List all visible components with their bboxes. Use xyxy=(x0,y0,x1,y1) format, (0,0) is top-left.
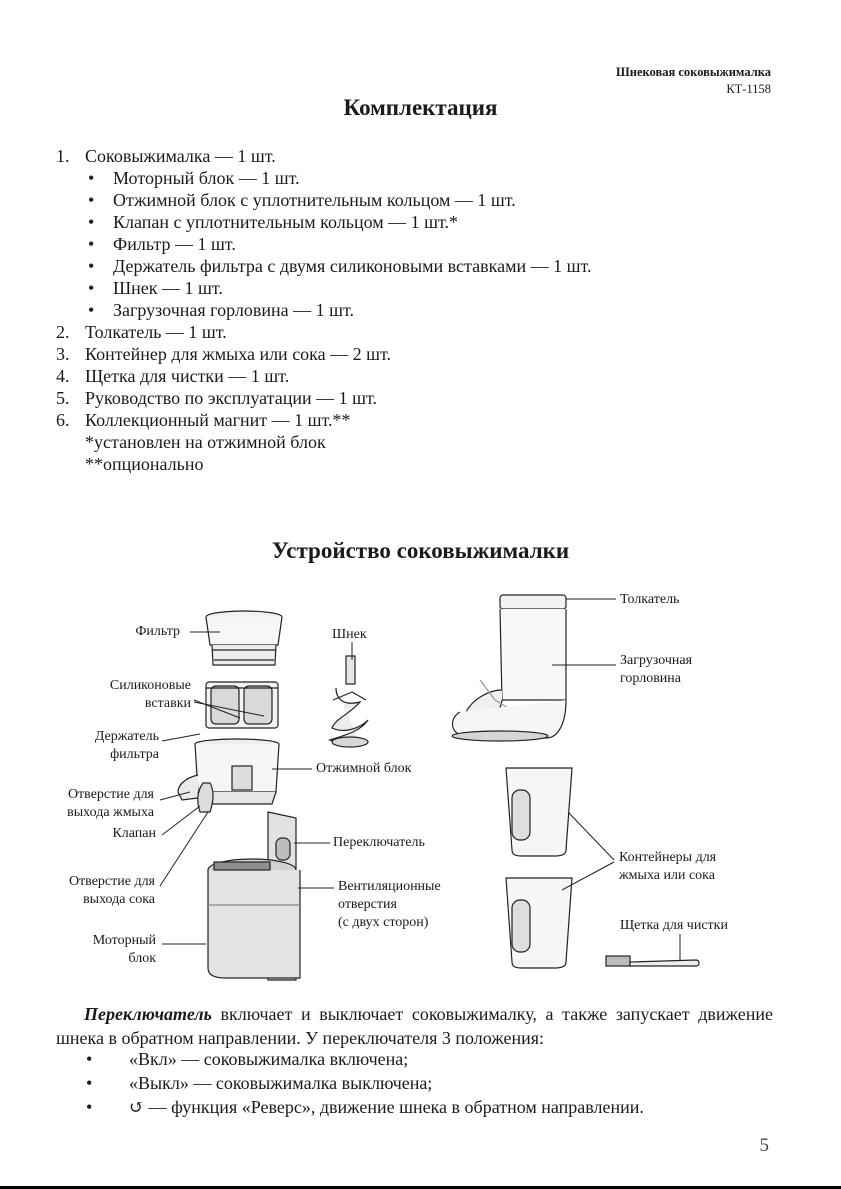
label-switch: Переключатель xyxy=(333,835,425,850)
juicing-unit-drawing xyxy=(178,739,279,812)
label-juicing-unit: Отжимной блок xyxy=(316,761,412,776)
filter-holder-drawing xyxy=(206,682,278,728)
switch-description: Переключатель включает и выключает соковыжималку, а также запускает движение шнека в обратном направлении. У переключателя 3 положения: xyxy=(56,1004,773,1048)
label-filter: Фильтр xyxy=(135,624,180,639)
section-title-device: Устройство соковыжималки xyxy=(271,538,570,563)
motor-unit-drawing xyxy=(208,812,300,980)
brush-drawing xyxy=(606,956,699,966)
label-silicone-inserts: Силиконовые вставки xyxy=(109,678,191,711)
page-number: 5 xyxy=(759,1135,769,1156)
filter-drawing xyxy=(206,611,282,665)
label-juice-outlet: Отверстие для выхода сока xyxy=(68,874,155,907)
auger-drawing xyxy=(330,656,368,747)
label-brush: Щетка для чистки xyxy=(620,918,728,933)
label-filter-holder: Держатель фильтра xyxy=(94,729,159,762)
containers-drawing xyxy=(506,768,572,968)
label-containers: Контейнеры для жмыха или сока xyxy=(619,850,717,883)
feed-chute-drawing xyxy=(452,595,566,741)
section-title-contents: Комплектация xyxy=(343,95,498,120)
header-model: КТ-1158 xyxy=(726,82,771,96)
label-vents: Вентиляционные отверстия (с двух сторон) xyxy=(338,879,441,930)
label-pusher: Толкатель xyxy=(620,592,680,607)
header-product: Шнековая соковыжималка xyxy=(616,65,771,79)
label-feed-chute: Загрузочная горловина xyxy=(620,653,693,686)
label-motor-unit: Моторный блок xyxy=(92,933,156,966)
switch-term: Переключатель xyxy=(84,1004,212,1024)
label-pulp-outlet: Отверстие для выхода жмыха xyxy=(67,787,154,820)
label-auger: Шнек xyxy=(332,627,367,642)
label-valve: Клапан xyxy=(112,826,156,841)
